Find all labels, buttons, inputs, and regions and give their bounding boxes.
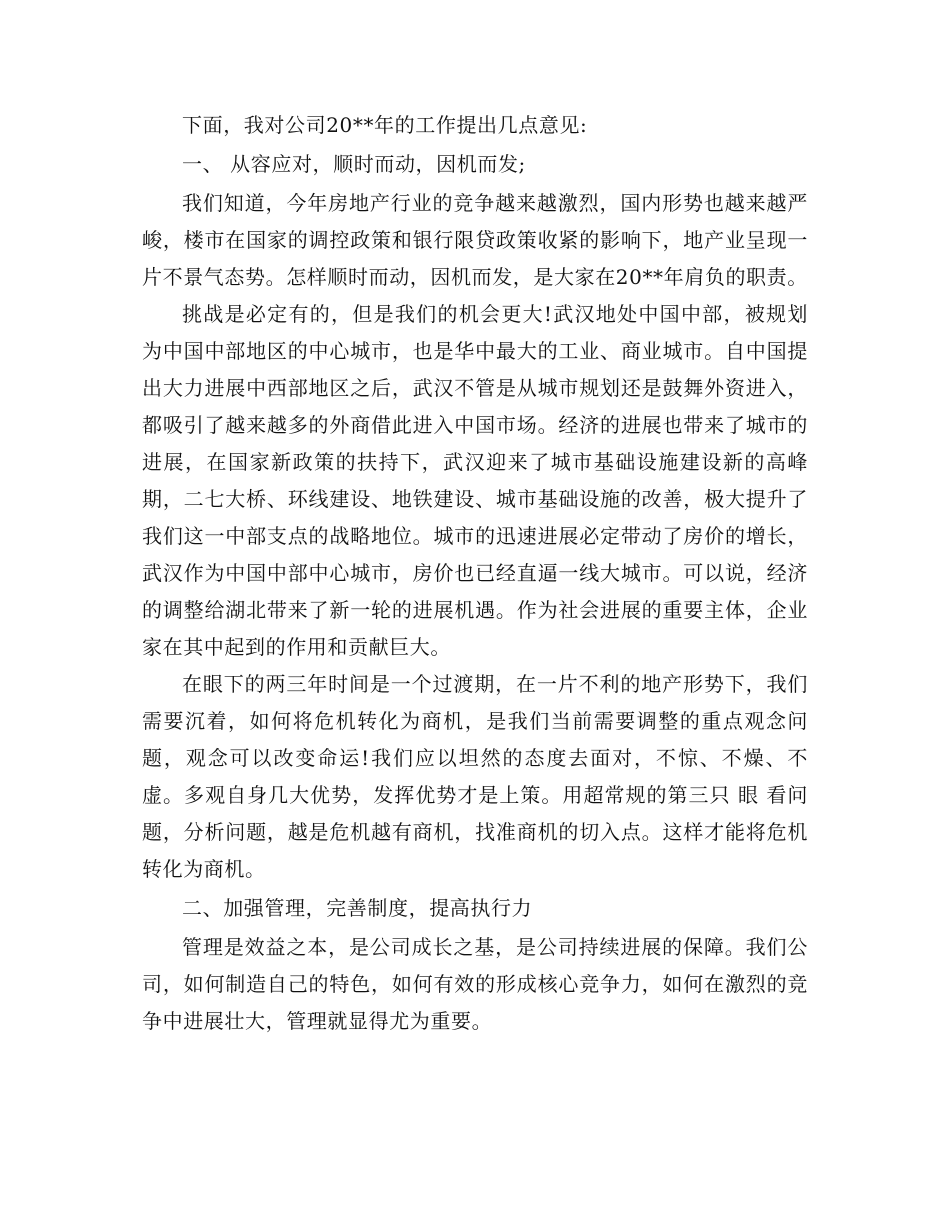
- section-heading-2: 二、加强管理，完善制度，提高执行力: [182, 896, 533, 920]
- body-paragraph: 在眼下的两三年时间是一个过渡期，在一片不利的地产形势下，我们需要沉着，如何将危机转化为商机，是我们当前需要调整的重点观念问题，观念可以改变命运!我们应以坦然的态度去面对，不惊、不燥、不虚。多观自身几大优势，发挥优势才是上策。用超常规的第三只 眼 看问题，分析问题，越是危机越有商机，找准商机的切入点。这样才能将危机转化为商机。: [142, 672, 808, 881]
- document-body: [142, 107, 808, 1040]
- body-paragraph: 管理是效益之本，是公司成长之基，是公司持续进展的保障。我们公司，如何制造自己的特色，如何有效的形成核心竞争力，如何在激烈的竞争中进展壮大，管理就显得尤为重要。: [142, 935, 808, 1033]
- body-paragraph: 我们知道，今年房地产行业的竞争越来越激烈，国内形势也越来越严峻，楼市在国家的调控政策和银行限贷政策收紧的影响下，地产业呈现一片不景气态势。怎样顺时而动，因机而发，是大家在20**年肩负的职责。: [142, 191, 808, 289]
- body-paragraph: 挑战是必定有的，但是我们的机会更大!武汉地处中国中部，被规划为中国中部地区的中心城市，也是华中最大的工业、商业城市。自中国提出大力进展中西部地区之后，武汉不管是从城市规划还是鼓舞外资进入，都吸引了越来越多的外商借此进入中国市场。经济的进展也带来了城市的进展，在国家新政策的扶持下，武汉迎来了城市基础设施建设新的高峰期，二七大桥、环线建设、地铁建设、城市基础设施的改善，极大提升了我们这一中部支点的战略地位。城市的迅速进展必定带动了房价的增长，武汉作为中国中部中心城市，房价也已经直逼一线大城市。可以说，经济的调整给湖北带来了新一轮的进展机遇。作为社会进展的重要主体，企业家在其中起到的作用和贡献巨大。: [142, 302, 808, 659]
- intro-paragraph: 下面，我对公司20**年的工作提出几点意见:: [182, 113, 588, 137]
- section-heading-1: 一、 从容应对，顺时而动，因机而发;: [182, 152, 526, 176]
